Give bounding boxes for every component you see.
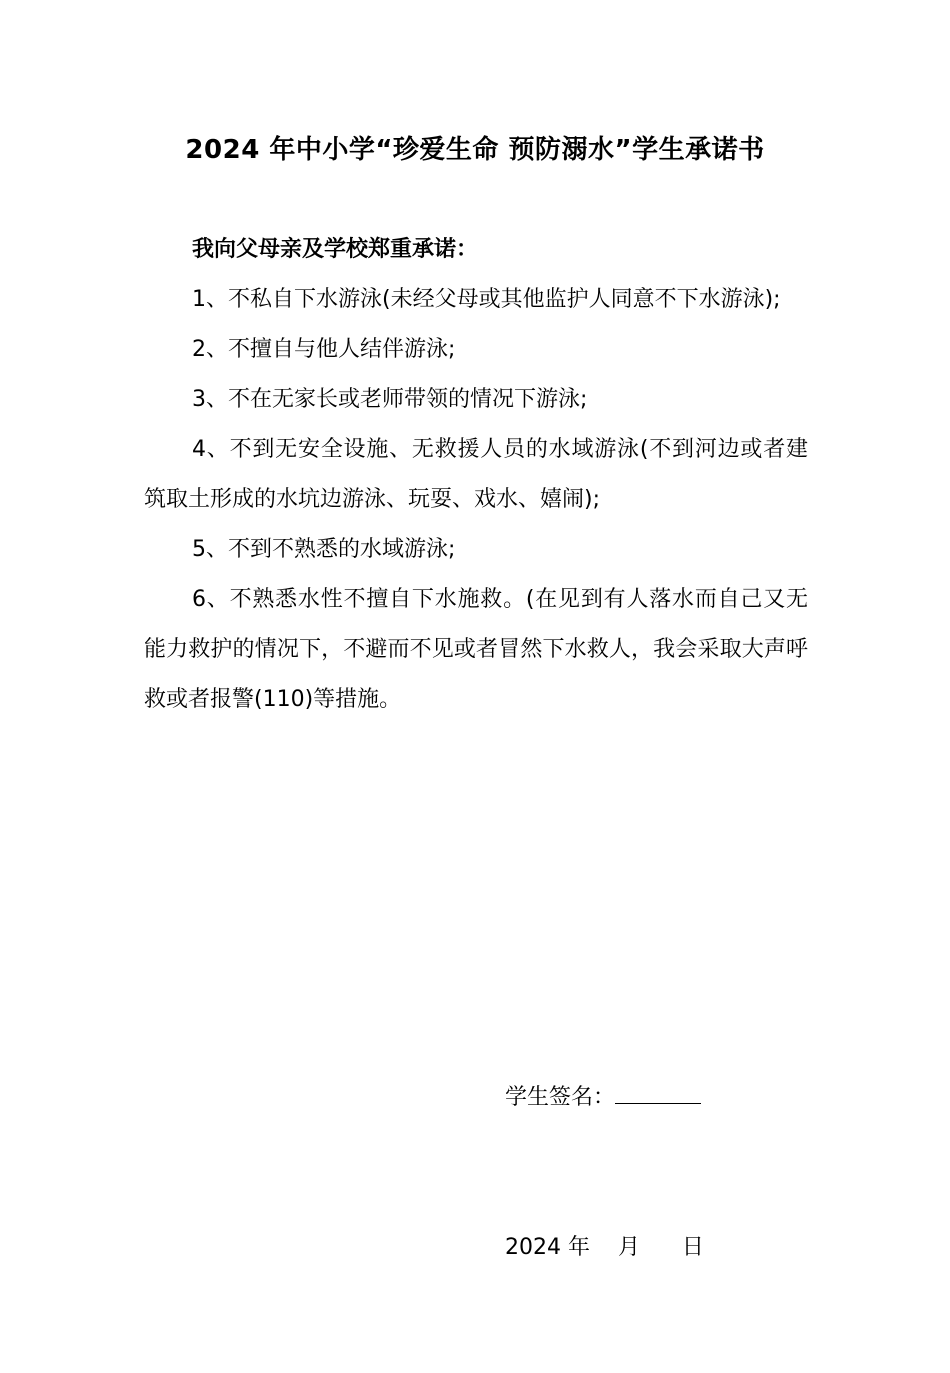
pledge-item-1: 1、不私自下水游泳(未经父母或其他监护人同意不下水游泳);	[192, 287, 781, 312]
document-body	[144, 225, 808, 725]
pledge-item-4: 4、不到无安全设施、无救援人员的水域游泳(不到河边或者建筑取土形成的水坑边游泳、玩耍、戏水、嬉闹);	[144, 437, 808, 512]
pledge-item-3: 3、不在无家长或老师带领的情况下游泳;	[192, 387, 588, 412]
signature-block	[505, 973, 704, 1373]
signature-date: 2024 年 月 日	[505, 1235, 704, 1260]
signature-blank-line[interactable]	[615, 1081, 701, 1104]
pledge-item-6: 6、不熟悉水性不擅自下水施救。(在见到有人落水而自己又无能力救护的情况下，不避而不见或者冒然下水救人，我会采取大声呼救或者报警(110)等措施。	[144, 587, 808, 712]
intro-text: 我向父母亲及学校郑重承诺：	[192, 237, 479, 262]
pledge-item-5: 5、不到不熟悉的水域游泳;	[192, 537, 456, 562]
pledge-item-2: 2、不擅自与他人结伴游泳;	[192, 337, 456, 362]
document-title: 2024 年中小学“珍爱生命 预防溺水”学生承诺书	[185, 135, 765, 165]
signature-label: 学生签名：	[505, 1085, 616, 1110]
signature-row	[505, 1073, 704, 1123]
